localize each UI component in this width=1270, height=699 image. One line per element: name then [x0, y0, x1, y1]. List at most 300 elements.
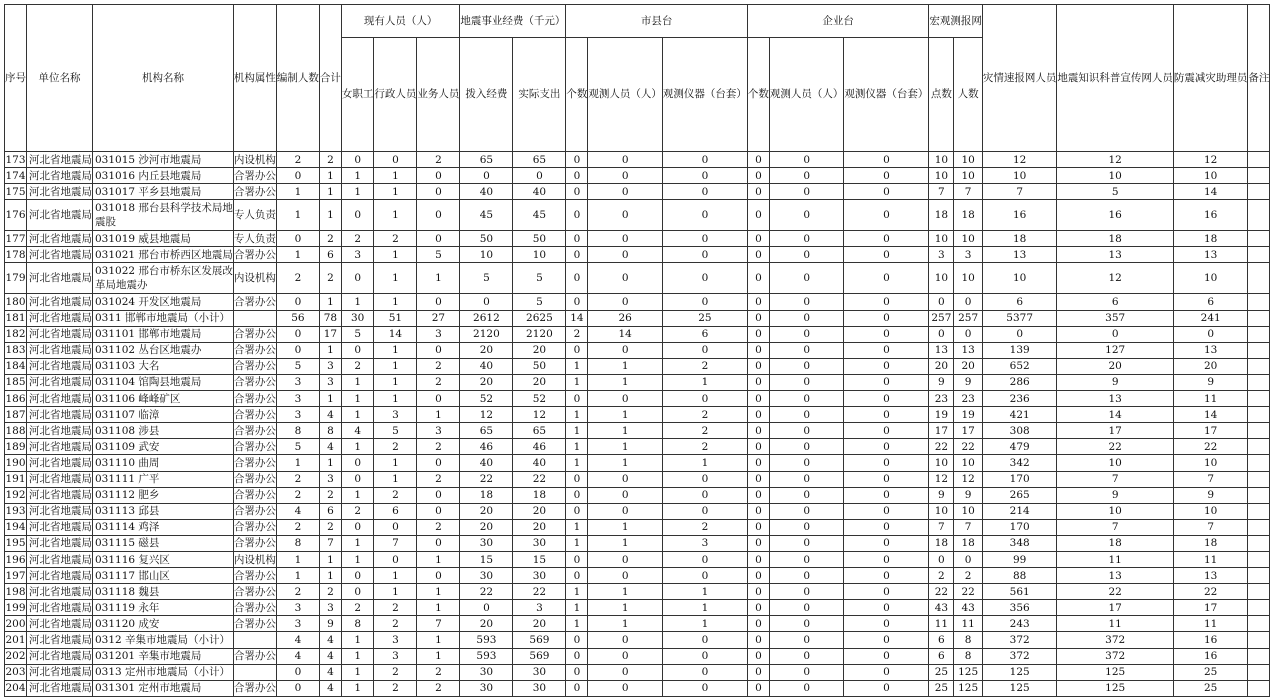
cell-org: 031110 曲周: [93, 455, 234, 471]
cell-ent-obs: 0: [769, 152, 844, 168]
cell-city-count: 1: [566, 535, 588, 551]
cell-macro-people: 10: [954, 455, 983, 471]
cell-total: 8: [319, 423, 341, 439]
cell-popsci-net: 372: [1057, 648, 1174, 664]
cell-city-obs: 0: [588, 680, 663, 696]
cell-org: 031104 馆陶县地震局: [93, 374, 234, 390]
table-row: [5, 519, 1270, 535]
cell-ent-obs: 0: [769, 664, 844, 680]
table-row: [5, 584, 1270, 600]
cell-admin: 2: [374, 231, 417, 247]
cell-total: 6: [319, 503, 341, 519]
cell-ent-count: 0: [747, 294, 769, 310]
cell-allocated: 2612: [460, 310, 513, 326]
cell-popsci-net: 127: [1057, 342, 1174, 358]
cell-unit: 河北省地震局: [27, 616, 93, 632]
cell-allocated: 22: [460, 584, 513, 600]
cell-ent-count: 0: [747, 391, 769, 407]
cell-org: 031115 磁县: [93, 535, 234, 551]
cell-unit: 河北省地震局: [27, 455, 93, 471]
cell-actual: 3: [513, 600, 566, 616]
cell-female: 1: [341, 535, 374, 551]
cell-business: 2: [417, 680, 460, 696]
cell-disaster-net: 6: [982, 294, 1057, 310]
cell-org: 031015 沙河市地震局: [93, 152, 234, 168]
cell-attr: [233, 632, 276, 648]
cell-macro-people: 0: [954, 551, 983, 567]
cell-popsci-net: 13: [1057, 391, 1174, 407]
cell-city-inst: 0: [662, 487, 747, 503]
cell-city-count: 0: [566, 247, 588, 263]
cell-ent-inst: 0: [844, 423, 929, 439]
cell-staffing: 56: [276, 310, 319, 326]
cell-business: 1: [417, 263, 460, 294]
cell-female: 1: [341, 374, 374, 390]
cell-popsci-net: 372: [1057, 632, 1174, 648]
cell-city-count: 0: [566, 342, 588, 358]
cell-ent-count: 0: [747, 455, 769, 471]
cell-assistant: 13: [1173, 568, 1248, 584]
cell-disaster-net: 139: [982, 342, 1057, 358]
cell-ent-count: 0: [747, 503, 769, 519]
cell-city-count: 0: [566, 231, 588, 247]
cell-org: 031118 魏县: [93, 584, 234, 600]
cell-macro-people: 7: [954, 184, 983, 200]
cell-ent-obs: 0: [769, 423, 844, 439]
cell-ent-obs: 0: [769, 584, 844, 600]
header-ent-obs: 观测人员（人）: [769, 38, 844, 152]
cell-index: 197: [5, 568, 27, 584]
cell-ent-count: 0: [747, 568, 769, 584]
cell-popsci-net: 7: [1057, 519, 1174, 535]
cell-allocated: 30: [460, 535, 513, 551]
cell-city-obs: 14: [588, 326, 663, 342]
cell-index: 186: [5, 391, 27, 407]
cell-total: 2: [319, 231, 341, 247]
cell-remark: [1248, 439, 1270, 455]
cell-unit: 河北省地震局: [27, 263, 93, 294]
cell-female: 1: [341, 439, 374, 455]
cell-index: 190: [5, 455, 27, 471]
cell-index: 198: [5, 584, 27, 600]
cell-ent-inst: 0: [844, 247, 929, 263]
cell-allocated: 20: [460, 503, 513, 519]
cell-ent-count: 0: [747, 487, 769, 503]
cell-popsci-net: 10: [1057, 168, 1174, 184]
cell-female: 2: [341, 231, 374, 247]
header-total: 合计: [319, 5, 341, 152]
cell-index: 181: [5, 310, 27, 326]
cell-ent-count: 0: [747, 535, 769, 551]
cell-allocated: 40: [460, 358, 513, 374]
cell-assistant: 16: [1173, 200, 1248, 231]
cell-macro-points: 0: [929, 551, 954, 567]
cell-total: 3: [319, 374, 341, 390]
cell-city-obs: 0: [588, 648, 663, 664]
cell-total: 1: [319, 391, 341, 407]
cell-popsci-net: 16: [1057, 200, 1174, 231]
cell-assistant: 9: [1173, 374, 1248, 390]
cell-ent-obs: 0: [769, 568, 844, 584]
cell-remark: [1248, 600, 1270, 616]
cell-business: 1: [417, 407, 460, 423]
cell-index: 176: [5, 200, 27, 231]
cell-assistant: 25: [1173, 664, 1248, 680]
cell-remark: [1248, 519, 1270, 535]
cell-attr: 内设机构: [233, 551, 276, 567]
cell-city-obs: 0: [588, 184, 663, 200]
table-row: [5, 200, 1270, 231]
cell-macro-people: 8: [954, 648, 983, 664]
cell-unit: 河北省地震局: [27, 231, 93, 247]
cell-macro-points: 25: [929, 664, 954, 680]
cell-city-count: 14: [566, 310, 588, 326]
cell-assistant: 10: [1173, 263, 1248, 294]
cell-ent-inst: 0: [844, 358, 929, 374]
cell-ent-count: 0: [747, 263, 769, 294]
cell-ent-inst: 0: [844, 374, 929, 390]
header-funds-group: 地震事业经费（千元）: [460, 5, 566, 38]
cell-allocated: 45: [460, 200, 513, 231]
cell-remark: [1248, 231, 1270, 247]
cell-org: 0311 邯郸市地震局（小计）: [93, 310, 234, 326]
cell-disaster-net: 125: [982, 680, 1057, 696]
cell-assistant: 9: [1173, 487, 1248, 503]
cell-city-count: 0: [566, 294, 588, 310]
cell-staffing: 1: [276, 551, 319, 567]
cell-total: 78: [319, 310, 341, 326]
cell-city-obs: 0: [588, 263, 663, 294]
cell-city-obs: 1: [588, 616, 663, 632]
cell-female: 1: [341, 184, 374, 200]
cell-attr: 合署办公: [233, 184, 276, 200]
cell-disaster-net: 348: [982, 535, 1057, 551]
cell-admin: 51: [374, 310, 417, 326]
cell-popsci-net: 10: [1057, 455, 1174, 471]
cell-index: 180: [5, 294, 27, 310]
cell-female: 0: [341, 342, 374, 358]
cell-assistant: 13: [1173, 247, 1248, 263]
cell-business: 2: [417, 439, 460, 455]
cell-staffing: 3: [276, 374, 319, 390]
cell-ent-inst: 0: [844, 326, 929, 342]
cell-staffing: 1: [276, 247, 319, 263]
cell-popsci-net: 12: [1057, 152, 1174, 168]
header-current-group: 现有人员（人）: [341, 5, 460, 38]
cell-business: 0: [417, 231, 460, 247]
cell-business: 27: [417, 310, 460, 326]
table-row: [5, 423, 1270, 439]
cell-popsci-net: 18: [1057, 231, 1174, 247]
cell-macro-points: 43: [929, 600, 954, 616]
cell-business: 2: [417, 664, 460, 680]
cell-actual: 22: [513, 584, 566, 600]
cell-index: 188: [5, 423, 27, 439]
cell-assistant: 12: [1173, 152, 1248, 168]
cell-remark: [1248, 247, 1270, 263]
cell-city-inst: 0: [662, 664, 747, 680]
cell-actual: 30: [513, 568, 566, 584]
cell-unit: 河北省地震局: [27, 519, 93, 535]
cell-unit: 河北省地震局: [27, 342, 93, 358]
cell-allocated: 30: [460, 680, 513, 696]
cell-actual: 2625: [513, 310, 566, 326]
cell-macro-points: 2: [929, 568, 954, 584]
table-body: [5, 152, 1270, 697]
cell-index: 174: [5, 168, 27, 184]
cell-ent-obs: 0: [769, 263, 844, 294]
cell-ent-obs: 0: [769, 407, 844, 423]
cell-admin: 7: [374, 535, 417, 551]
cell-allocated: 12: [460, 407, 513, 423]
cell-ent-obs: 0: [769, 374, 844, 390]
cell-attr: 合署办公: [233, 374, 276, 390]
cell-macro-people: 2: [954, 568, 983, 584]
cell-business: 1: [417, 600, 460, 616]
cell-macro-people: 20: [954, 358, 983, 374]
cell-ent-obs: 0: [769, 200, 844, 231]
cell-index: 195: [5, 535, 27, 551]
cell-index: 187: [5, 407, 27, 423]
cell-staffing: 2: [276, 584, 319, 600]
header-attr: 机构属性: [233, 5, 276, 152]
cell-attr: [233, 664, 276, 680]
cell-macro-people: 257: [954, 310, 983, 326]
cell-ent-obs: 0: [769, 680, 844, 696]
cell-org: 031119 永年: [93, 600, 234, 616]
cell-ent-inst: 0: [844, 455, 929, 471]
cell-actual: 20: [513, 616, 566, 632]
cell-total: 1: [319, 184, 341, 200]
cell-allocated: 5: [460, 263, 513, 294]
cell-city-inst: 0: [662, 391, 747, 407]
table-row: [5, 231, 1270, 247]
cell-total: 1: [319, 455, 341, 471]
header-actual: 实际支出: [513, 38, 566, 152]
cell-unit: 河北省地震局: [27, 680, 93, 696]
cell-city-obs: 0: [588, 487, 663, 503]
cell-female: 8: [341, 616, 374, 632]
cell-disaster-net: 372: [982, 632, 1057, 648]
cell-macro-points: 6: [929, 632, 954, 648]
cell-popsci-net: 20: [1057, 358, 1174, 374]
cell-admin: 2: [374, 439, 417, 455]
cell-ent-inst: 0: [844, 471, 929, 487]
cell-ent-obs: 0: [769, 648, 844, 664]
cell-ent-count: 0: [747, 632, 769, 648]
cell-org: 031120 成安: [93, 616, 234, 632]
cell-total: 2: [319, 487, 341, 503]
cell-female: 1: [341, 664, 374, 680]
cell-attr: 合署办公: [233, 455, 276, 471]
cell-attr: 合署办公: [233, 342, 276, 358]
cell-attr: 内设机构: [233, 263, 276, 294]
cell-macro-points: 0: [929, 294, 954, 310]
cell-macro-points: 25: [929, 680, 954, 696]
cell-ent-obs: 0: [769, 487, 844, 503]
cell-assistant: 14: [1173, 407, 1248, 423]
cell-staffing: 2: [276, 487, 319, 503]
cell-macro-points: 6: [929, 648, 954, 664]
cell-ent-inst: 0: [844, 439, 929, 455]
table-row: [5, 342, 1270, 358]
cell-macro-people: 18: [954, 535, 983, 551]
cell-city-count: 0: [566, 200, 588, 231]
cell-city-obs: 1: [588, 439, 663, 455]
cell-macro-people: 22: [954, 584, 983, 600]
cell-ent-obs: 0: [769, 247, 844, 263]
cell-unit: 河北省地震局: [27, 310, 93, 326]
cell-allocated: 593: [460, 632, 513, 648]
cell-staffing: 3: [276, 616, 319, 632]
cell-actual: 20: [513, 503, 566, 519]
cell-female: 0: [341, 568, 374, 584]
cell-index: 199: [5, 600, 27, 616]
cell-allocated: 30: [460, 568, 513, 584]
cell-city-obs: 0: [588, 471, 663, 487]
table-row: [5, 600, 1270, 616]
cell-macro-points: 12: [929, 471, 954, 487]
cell-unit: 河北省地震局: [27, 503, 93, 519]
cell-business: 5: [417, 247, 460, 263]
table-row: [5, 247, 1270, 263]
cell-business: 1: [417, 584, 460, 600]
cell-attr: 合署办公: [233, 247, 276, 263]
cell-macro-people: 0: [954, 294, 983, 310]
cell-staffing: 2: [276, 152, 319, 168]
cell-disaster-net: 243: [982, 616, 1057, 632]
cell-macro-points: 18: [929, 535, 954, 551]
cell-total: 4: [319, 680, 341, 696]
cell-admin: 1: [374, 358, 417, 374]
cell-business: 0: [417, 487, 460, 503]
cell-ent-inst: 0: [844, 568, 929, 584]
cell-disaster-net: 372: [982, 648, 1057, 664]
cell-admin: 1: [374, 584, 417, 600]
cell-staffing: 8: [276, 535, 319, 551]
cell-org: 031112 肥乡: [93, 487, 234, 503]
cell-macro-points: 17: [929, 423, 954, 439]
cell-female: 5: [341, 326, 374, 342]
cell-admin: 2: [374, 616, 417, 632]
cell-index: 173: [5, 152, 27, 168]
cell-disaster-net: 0: [982, 326, 1057, 342]
cell-remark: [1248, 168, 1270, 184]
cell-macro-points: 22: [929, 439, 954, 455]
cell-staffing: 2: [276, 519, 319, 535]
cell-ent-count: 0: [747, 584, 769, 600]
cell-unit: 河北省地震局: [27, 439, 93, 455]
cell-disaster-net: 88: [982, 568, 1057, 584]
cell-org: 031106 峰峰矿区: [93, 391, 234, 407]
cell-macro-points: 18: [929, 200, 954, 231]
cell-unit: 河北省地震局: [27, 407, 93, 423]
cell-staffing: 8: [276, 423, 319, 439]
cell-city-inst: 25: [662, 310, 747, 326]
cell-business: 0: [417, 184, 460, 200]
cell-city-obs: 1: [588, 455, 663, 471]
cell-business: 0: [417, 168, 460, 184]
cell-assistant: 11: [1173, 616, 1248, 632]
cell-macro-points: 0: [929, 326, 954, 342]
cell-disaster-net: 236: [982, 391, 1057, 407]
cell-total: 6: [319, 247, 341, 263]
cell-actual: 50: [513, 358, 566, 374]
cell-unit: 河北省地震局: [27, 632, 93, 648]
cell-actual: 12: [513, 407, 566, 423]
cell-ent-obs: 0: [769, 391, 844, 407]
cell-remark: [1248, 423, 1270, 439]
cell-org: 031111 广平: [93, 471, 234, 487]
cell-city-obs: 1: [588, 423, 663, 439]
cell-city-obs: 1: [588, 407, 663, 423]
cell-city-obs: 0: [588, 632, 663, 648]
cell-unit: 河北省地震局: [27, 200, 93, 231]
cell-admin: 1: [374, 294, 417, 310]
cell-total: 1: [319, 200, 341, 231]
cell-staffing: 1: [276, 455, 319, 471]
cell-attr: 合署办公: [233, 439, 276, 455]
cell-allocated: 20: [460, 342, 513, 358]
cell-admin: 1: [374, 455, 417, 471]
cell-city-obs: 0: [588, 247, 663, 263]
cell-admin: 5: [374, 423, 417, 439]
cell-remark: [1248, 310, 1270, 326]
cell-disaster-net: 652: [982, 358, 1057, 374]
cell-total: 2: [319, 584, 341, 600]
cell-admin: 1: [374, 184, 417, 200]
cell-city-inst: 0: [662, 152, 747, 168]
cell-staffing: 3: [276, 600, 319, 616]
cell-popsci-net: 7: [1057, 471, 1174, 487]
cell-unit: 河北省地震局: [27, 551, 93, 567]
cell-ent-inst: 0: [844, 600, 929, 616]
cell-macro-people: 22: [954, 439, 983, 455]
cell-female: 1: [341, 632, 374, 648]
cell-ent-inst: 0: [844, 200, 929, 231]
cell-macro-points: 7: [929, 184, 954, 200]
table-row: [5, 680, 1270, 696]
cell-unit: 河北省地震局: [27, 568, 93, 584]
table-row: [5, 471, 1270, 487]
table-row: [5, 326, 1270, 342]
cell-macro-points: 9: [929, 374, 954, 390]
cell-disaster-net: 479: [982, 439, 1057, 455]
header-city-inst: 观测仪器（台套）: [662, 38, 747, 152]
cell-city-count: 1: [566, 600, 588, 616]
cell-admin: 2: [374, 680, 417, 696]
cell-ent-count: 0: [747, 184, 769, 200]
cell-org: 031022 邢台市桥东区发展改革局地震办: [93, 263, 234, 294]
cell-assistant: 18: [1173, 535, 1248, 551]
cell-female: 0: [341, 152, 374, 168]
cell-allocated: 65: [460, 423, 513, 439]
cell-city-obs: 0: [588, 568, 663, 584]
cell-org: 031201 辛集市地震局: [93, 648, 234, 664]
cell-attr: 合署办公: [233, 503, 276, 519]
cell-allocated: 40: [460, 455, 513, 471]
cell-admin: 2: [374, 487, 417, 503]
cell-index: 189: [5, 439, 27, 455]
cell-remark: [1248, 455, 1270, 471]
cell-remark: [1248, 535, 1270, 551]
cell-total: 3: [319, 358, 341, 374]
cell-city-obs: 0: [588, 294, 663, 310]
cell-disaster-net: 265: [982, 487, 1057, 503]
cell-allocated: 65: [460, 152, 513, 168]
cell-macro-people: 9: [954, 487, 983, 503]
cell-macro-points: 20: [929, 358, 954, 374]
